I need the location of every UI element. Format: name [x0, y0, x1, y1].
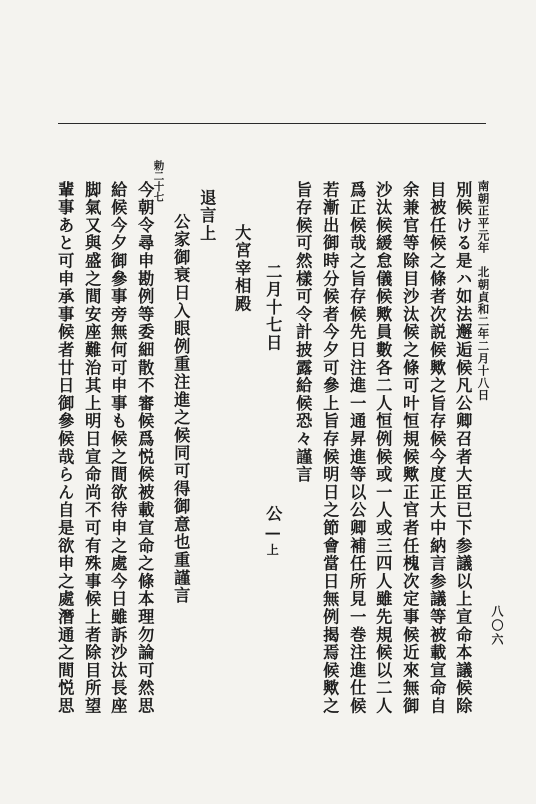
text-column-5: 爲正候哉之旨存候先日注進一通昇進等以公卿補任所見一巻注進仕候	[347, 181, 367, 715]
header-rule	[58, 123, 486, 124]
page-header-era: 南朝正平元年 北朝貞和二年二月十八日	[476, 180, 491, 402]
text-column-2: 目被任候之條者次説候歟之旨存候今度正大中納言参議等被載宣命自	[427, 181, 447, 715]
letter2-column-3: 給候今夕御參事旁無何可申事も候之間欲待申之處今日雖訴沙汰長座	[108, 181, 128, 715]
signature-name: 公	[263, 505, 283, 523]
text-column-4: 沙汰候緩怠儀候歟員數各二人恒例候或一人或三四人雖先規候以二人	[373, 181, 393, 715]
letter2-column-1: 公家御衰日入眼例重注進之候同可得御意也重謹言	[171, 213, 191, 605]
letter2-column-4: 脚氣又與盛之間安座難治其上明日宣命尚不可有殊事候上者除目所望	[82, 181, 102, 715]
document-number-note: 勅二十七	[152, 160, 165, 202]
page-number: 八〇六	[490, 605, 504, 647]
retire-line: 退言上	[197, 189, 217, 243]
addressee: 大宮宰相殿	[232, 224, 252, 313]
letter2-column-2: 今朝令尋申勘例等委細散不審候爲悦候被載宣命之條本理勿論可然思	[135, 181, 155, 715]
text-column-6: 若漸出御時分候者今夕可參上旨存候明日之節會當日無例揭焉候歟之	[320, 181, 340, 715]
letter2-column-5: 輩事あと可申承事候者廿日御參候哉らん自是欲申之處潛通之間悦思	[55, 181, 75, 715]
signature-mark: 上	[265, 543, 280, 558]
signature-dash: —	[263, 522, 283, 544]
date-line: 二月十七日	[263, 263, 283, 352]
text-column-3: 余兼官等除目沙汰候之條可叶恒規候歟正官者任槐次定事候近來無御	[400, 181, 420, 715]
signature	[263, 505, 283, 558]
text-column-7: 旨存候可然樣可令計披露給候恐々謹言	[293, 181, 313, 484]
text-column-1: 別候ける是ハ如法邂逅候凡公卿召者大臣已下参議以上宣命本議候除	[453, 181, 473, 715]
